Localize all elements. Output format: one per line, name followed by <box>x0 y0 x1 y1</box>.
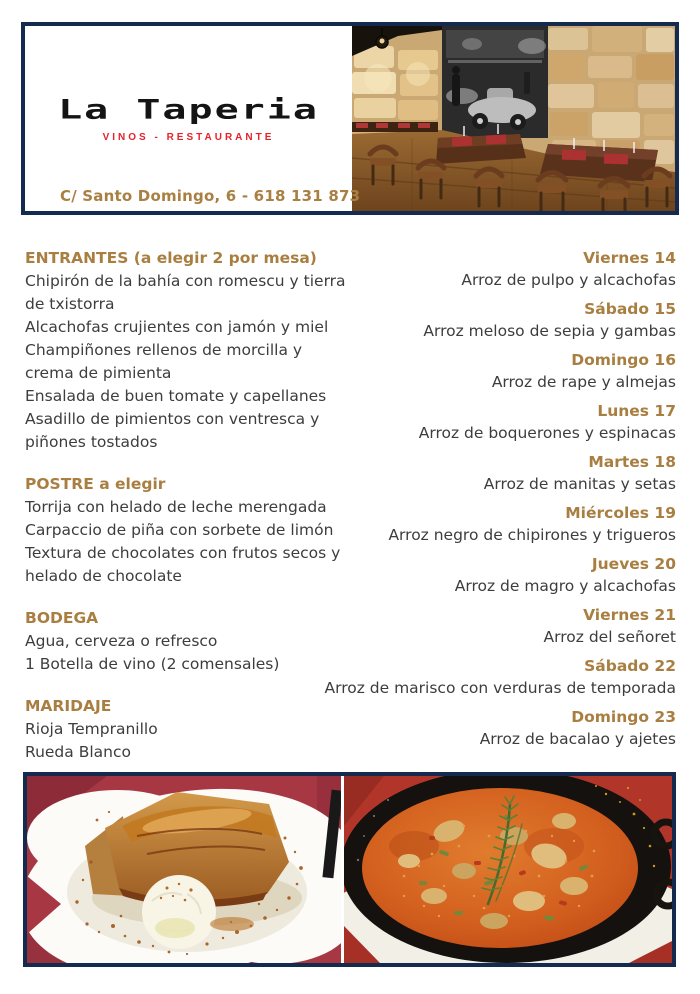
day-dish: Arroz de manitas y setas <box>483 475 676 493</box>
day-group <box>246 247 676 291</box>
menu-item-line: Rueda Blanco <box>25 743 131 761</box>
day-group <box>246 604 676 648</box>
day-heading: Domingo 23 <box>571 708 676 726</box>
menu-item-line: Chipirón de la bahía con romescu y tierra <box>25 272 346 290</box>
vintage-car-mural <box>442 26 548 138</box>
day-dish: Arroz de boquerones y espinacas <box>418 424 676 442</box>
day-dish: Arroz de marisco con verduras de temporada <box>324 679 676 697</box>
menu-item-line: crema de pimienta <box>25 364 172 382</box>
day-group <box>246 451 676 495</box>
day-group <box>246 655 676 699</box>
menu-item-line: de txistorra <box>25 295 115 313</box>
menu-item-line: 1 Botella de vino (2 comensales) <box>25 655 280 673</box>
restaurant-interior-illustration <box>352 26 675 211</box>
address-line: C/ Santo Domingo, 6 - 618 131 873 <box>60 187 361 205</box>
day-heading: Miércoles 19 <box>565 504 676 522</box>
day-dish: Arroz meloso de sepia y gambas <box>423 322 676 340</box>
logo-title: La Taperia <box>58 94 319 126</box>
menu-item-line: Rioja Tempranillo <box>25 720 158 738</box>
day-group <box>246 349 676 393</box>
section-heading: ENTRANTES (a elegir 2 por mesa) <box>25 249 317 267</box>
day-heading: Domingo 16 <box>571 351 676 369</box>
rice-dish-photo <box>344 776 672 963</box>
menu-item-line: piñones tostados <box>25 433 158 451</box>
caramel-pool <box>210 917 254 931</box>
day-group <box>246 298 676 342</box>
day-dish: Arroz de bacalao y ajetes <box>479 730 676 748</box>
day-heading: Lunes 17 <box>597 402 676 420</box>
day-group <box>246 706 676 750</box>
section-heading: POSTRE a elegir <box>25 475 166 493</box>
day-dish: Arroz de rape y almejas <box>491 373 676 391</box>
section-heading: BODEGA <box>25 609 99 627</box>
day-group <box>246 400 676 444</box>
day-group <box>246 502 676 546</box>
day-dish: Arroz de pulpo y alcachofas <box>461 271 676 289</box>
header-brand-area <box>25 26 361 211</box>
ice-cream-scoop <box>142 875 216 949</box>
day-heading: Martes 18 <box>588 453 676 471</box>
menu-item-line: Ensalada de buen tomate y capellanes <box>25 387 327 405</box>
menu-item-line: Alcachofas crujientes con jamón y miel <box>25 318 329 336</box>
menu-item-line: helado de chocolate <box>25 567 182 585</box>
logo <box>25 88 352 143</box>
day-dish: Arroz de magro y alcachofas <box>454 577 676 595</box>
restaurant-interior-photo <box>352 26 675 211</box>
section-heading: MARIDAJE <box>25 697 112 715</box>
day-heading: Jueves 20 <box>591 555 676 573</box>
torrija-dessert-photo <box>27 776 341 963</box>
food-photos-box <box>23 772 676 967</box>
day-dish: Arroz del señoret <box>543 628 676 646</box>
menu-item-line: Carpaccio de piña con sorbete de limón <box>25 521 334 539</box>
day-group <box>246 553 676 597</box>
menu-right-column <box>246 247 676 757</box>
day-heading: Viernes 21 <box>583 606 676 624</box>
day-heading: Sábado 22 <box>584 657 676 675</box>
menu-item-line: Asadillo de pimientos con ventresca y <box>25 410 320 428</box>
header-box <box>21 22 679 215</box>
day-heading: Sábado 15 <box>584 300 676 318</box>
menu-item-line: Champiñones rellenos de morcilla y <box>25 341 303 359</box>
menu-item-line: Textura de chocolates con frutos secos y <box>25 544 341 562</box>
day-dish: Arroz negro de chipirones y trigueros <box>388 526 676 544</box>
logo-subtitle: VINOS - RESTAURANTE <box>102 132 275 143</box>
day-heading: Viernes 14 <box>583 249 676 267</box>
menu-item-line: Agua, cerveza o refresco <box>25 632 218 650</box>
menu-item-line: Torrija con helado de leche merengada <box>25 498 327 516</box>
